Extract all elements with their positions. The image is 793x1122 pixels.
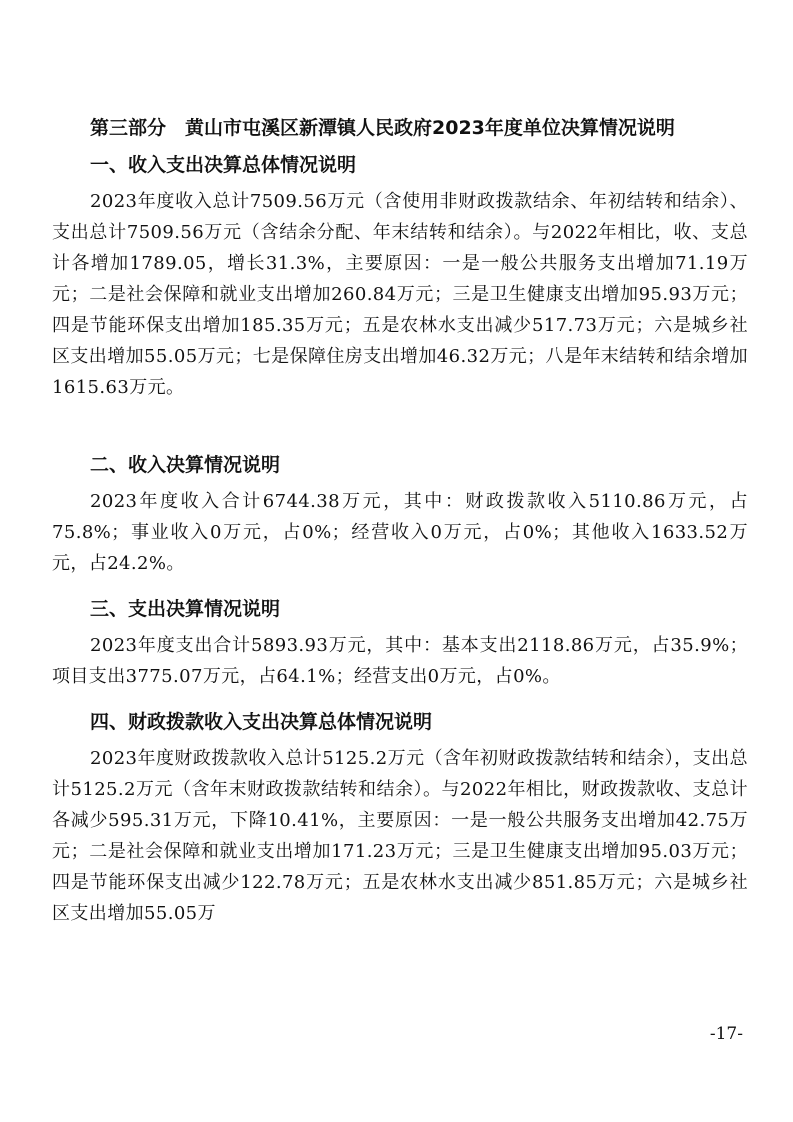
page-number: -17- [709, 1024, 743, 1044]
section-heading-fiscal-appropriation: 四、财政拨款收入支出决算总体情况说明 [90, 711, 433, 733]
section-paragraph-income-expenditure-overview: 2023年度收入总计7509.56万元（含使用非财政拨款结余、年初结转和结余）、支出总计7509.56万元（含结余分配、年末结转和结余）。与2022年相比，收、支总计各增加1789.05，增长31.3%，主要原因：一是一般公共服务支出增加71.19万元；二是社会保障和就业支出增加260.84万元；三是卫生健康支出增加95.93万元；四是节能环保支出增加185.35万元；五是农林水支出减少517.73万元；六是城乡社区支出增加55.05万元；七是保障住房支出增加46.32万元；八是年末结转和结余增加1615.63万元。 [52, 191, 748, 398]
section-heading-expenditure: 三、支出决算情况说明 [90, 598, 281, 620]
section-heading-income-expenditure-overview: 一、收入支出决算总体情况说明 [90, 154, 357, 176]
section-paragraph-income: 2023年度收入合计6744.38万元，其中：财政拨款收入5110.86万元，占75.8%；事业收入0万元，占0%；经营收入0万元，占0%；其他收入1633.52万元，占24.2%。 [52, 491, 748, 574]
section-paragraph-fiscal-appropriation: 2023年度财政拨款收入总计5125.2万元（含年初财政拨款结转和结余），支出总计5125.2万元（含年末财政拨款结转和结余）。与2022年相比，财政拨款收、支总计各减少595.31万元，下降10.41%，主要原因：一是一般公共服务支出增加42.75万元；二是社会保障和就业支出增加171.23万元；三是卫生健康支出增加95.03万元；四是节能环保支出减少122.78万元；五是农林水支出减少851.85万元；六是城乡社区支出增加55.05万 [52, 748, 748, 924]
section-paragraph-expenditure: 2023年度支出合计5893.93万元，其中：基本支出2118.86万元，占35.9%；项目支出3775.07万元，占64.1%；经营支出0万元，占0%。 [52, 635, 748, 687]
document-title: 第三部分 黄山市屯溪区新潭镇人民政府2023年度单位决算情况说明 [90, 117, 675, 139]
section-heading-income: 二、收入决算情况说明 [90, 454, 281, 476]
